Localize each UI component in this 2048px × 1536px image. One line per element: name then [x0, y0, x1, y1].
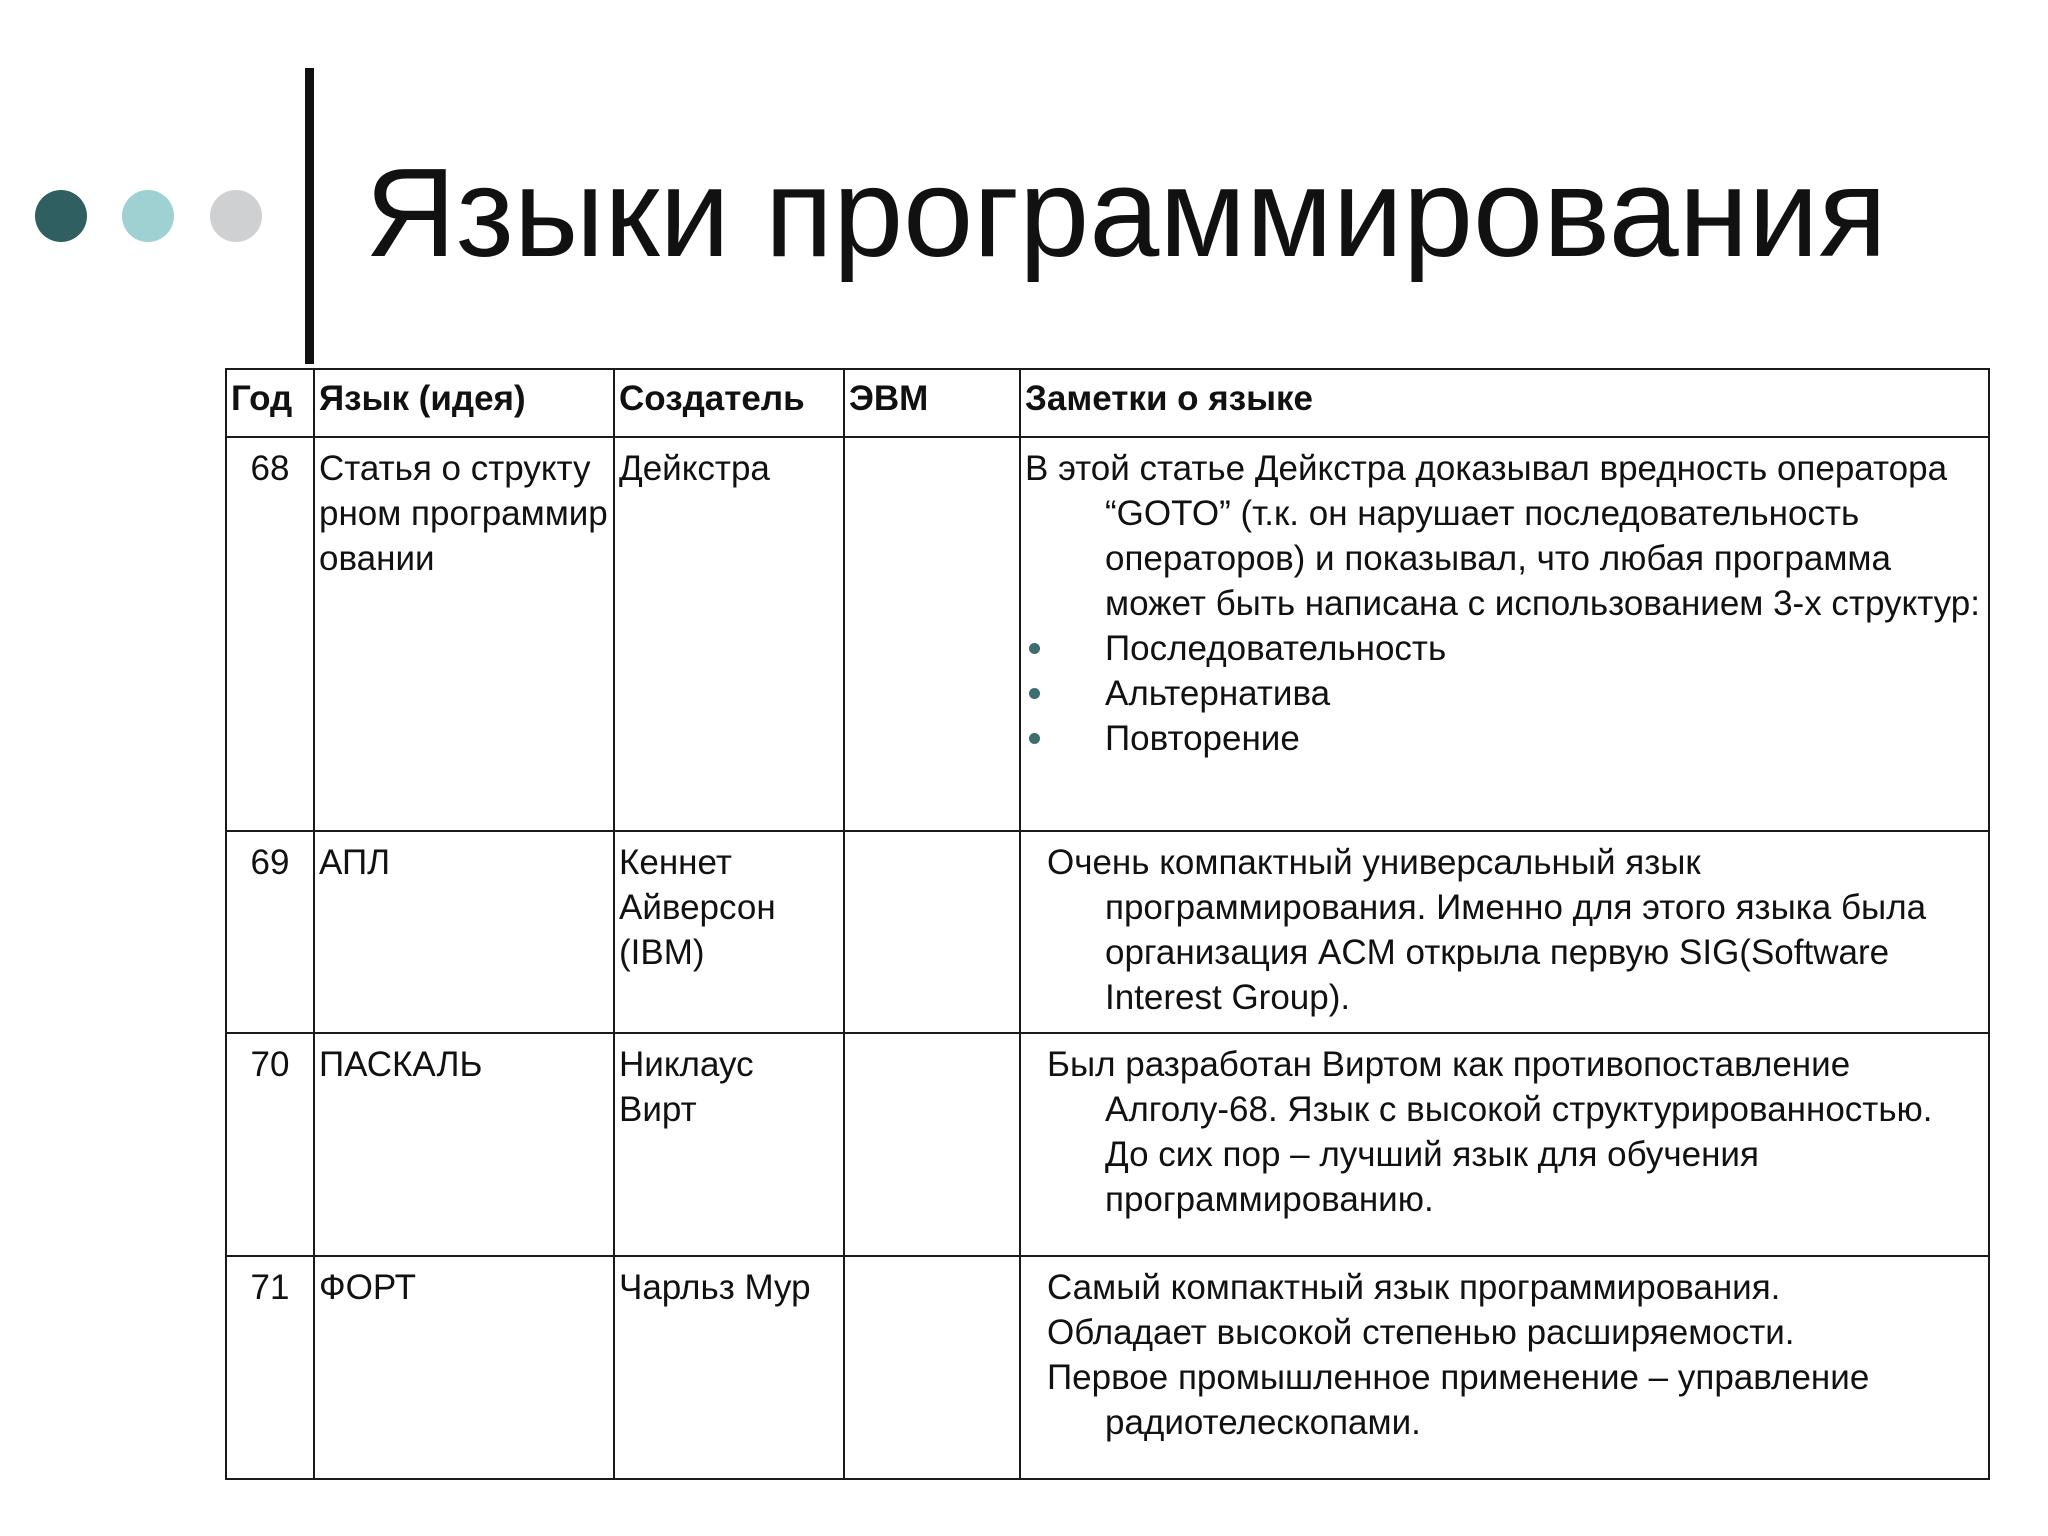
slide-title: Языки программирования: [365, 142, 1887, 283]
bullet-text: Альтернатива: [1105, 674, 1331, 713]
note-line: Самый компактный язык программирования.: [1047, 1268, 1781, 1307]
note-line: Первое промышленное применение – управление радиотелескопами.: [1047, 1358, 1870, 1442]
cell-computer: [844, 1033, 1020, 1256]
table-header-row: [226, 369, 1989, 437]
bullet-icon: [1029, 643, 1040, 654]
title-divider: [305, 68, 314, 364]
list-item: [1025, 626, 1984, 671]
cell-language: ФОРТ: [314, 1256, 614, 1479]
cell-year: 68: [226, 437, 314, 831]
cell-notes: [1020, 437, 1989, 831]
cell-notes: [1020, 1033, 1989, 1256]
list-item: [1025, 671, 1984, 716]
cell-computer: [844, 1256, 1020, 1479]
cell-creator: Дейкстра: [614, 437, 844, 831]
cell-notes: [1020, 1256, 1989, 1479]
decor-dot-light: [122, 190, 174, 242]
header-creator: Создатель: [614, 369, 844, 437]
cell-language: АПЛ: [314, 831, 614, 1033]
cell-language: ПАСКАЛЬ: [314, 1033, 614, 1256]
bullet-icon: [1029, 688, 1040, 699]
header-year: Год: [226, 369, 314, 437]
table-row: [226, 437, 1989, 831]
table-row: [226, 1256, 1989, 1479]
note-line: Обладает высокой степенью расширяемости.: [1047, 1313, 1795, 1352]
cell-computer: [844, 831, 1020, 1033]
note-text: Был разработан Виртом как противопоставление Алголу-68. Язык с высокой структурированностью. До сих пор – лучший язык для обучения программированию.: [1047, 1045, 1933, 1219]
cell-year: 71: [226, 1256, 314, 1479]
table-row: [226, 1033, 1989, 1256]
header-computer: ЭВМ: [844, 369, 1020, 437]
cell-language: Статья о структурном программировании: [314, 437, 614, 831]
header-language: Язык (идея): [314, 369, 614, 437]
bullet-icon: [1029, 733, 1040, 744]
cell-year: 69: [226, 831, 314, 1033]
decor-dot-gray: [210, 190, 262, 242]
cell-creator: Кеннет Айверсон (IBM): [614, 831, 844, 1033]
table-row: [226, 831, 1989, 1033]
bullet-text: Повторение: [1105, 719, 1300, 758]
list-item: [1025, 716, 1984, 761]
note-bullet-list: [1025, 626, 1984, 761]
header-notes: Заметки о языке: [1020, 369, 1989, 437]
bullet-text: Последовательность: [1105, 629, 1447, 668]
cell-computer: [844, 437, 1020, 831]
cell-creator: Чарльз Мур: [614, 1256, 844, 1479]
note-text: Очень компактный универсальный язык программирования. Именно для этого языка была организация ACM открыла первую SIG(Software Interest Group).: [1047, 843, 1927, 1017]
languages-table: [225, 368, 1990, 1480]
cell-year: 70: [226, 1033, 314, 1256]
note-text: В этой статье Дейкстра доказывал вредность оператора “GOTO” (т.к. он нарушает последовательность операторов) и показывал, что любая программа может быть написана с использованием 3-х структур:: [1025, 449, 1980, 623]
cell-creator: Никлаус Вирт: [614, 1033, 844, 1256]
cell-notes: [1020, 831, 1989, 1033]
decor-dot-dark: [35, 190, 87, 242]
